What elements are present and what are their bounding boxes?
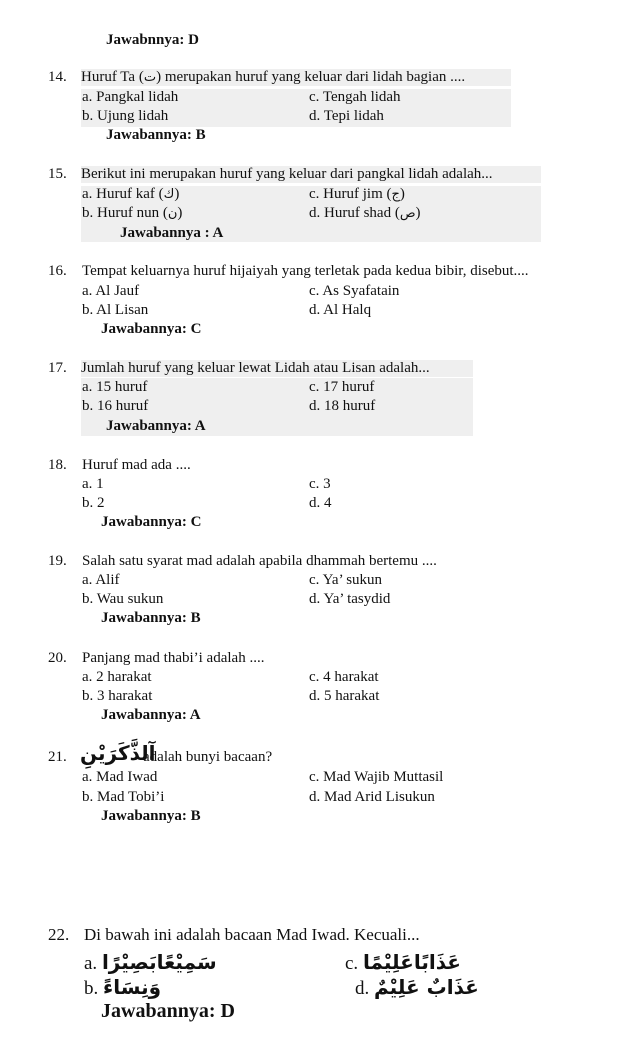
option-c: c. 4 harakat bbox=[309, 669, 379, 685]
question-text: Berikut ini merupakan huruf yang keluar dari pangkal lidah adalah... bbox=[81, 166, 541, 183]
option-b-label: b. bbox=[84, 978, 99, 999]
answer: Jawabannya: A bbox=[101, 707, 201, 723]
option-a: a. Pangkal lidah bbox=[82, 89, 179, 105]
option-d: d. 4 bbox=[309, 495, 332, 511]
option-a: a. Al Jauf bbox=[82, 283, 140, 299]
answer: Jawabannya: B bbox=[101, 610, 201, 626]
answer: Jawabannya : A bbox=[120, 225, 224, 241]
option-d: d. Mad Arid Lisukun bbox=[309, 789, 435, 805]
option-c: c. Huruf jim (ج) bbox=[309, 186, 405, 202]
question-number: 14. bbox=[48, 69, 67, 85]
option-c: c. Ya’ sukun bbox=[309, 572, 383, 588]
option-d: d. Huruf shad (ص) bbox=[309, 205, 421, 221]
answer-13: Jawabnnya: D bbox=[106, 32, 199, 48]
option-d-label: d. bbox=[355, 978, 370, 999]
option-a: a. 15 huruf bbox=[82, 379, 148, 395]
option-d bbox=[355, 975, 479, 1000]
question-text: Salah satu syarat mad adalah apabila dhammah bertemu .... bbox=[82, 553, 437, 569]
question-number: 16. bbox=[48, 263, 67, 279]
option-b: b. 16 huruf bbox=[82, 398, 149, 414]
option-a: a. 1 bbox=[82, 476, 104, 492]
question-number: 21. bbox=[48, 749, 67, 765]
option-d: d. 5 harakat bbox=[309, 688, 380, 704]
option-a: a. Alif bbox=[82, 572, 120, 588]
option-a bbox=[84, 950, 217, 975]
option-d: d. Tepi lidah bbox=[309, 108, 384, 124]
option-b: b. Al Lisan bbox=[82, 302, 149, 318]
option-c-arabic: عَذَابًاعَلِيْمًا bbox=[362, 950, 461, 974]
option-b: b. 2 bbox=[82, 495, 105, 511]
answer: Jawabannya: A bbox=[106, 418, 206, 434]
option-c: c. 17 huruf bbox=[309, 379, 375, 395]
option-c: c. Tengah lidah bbox=[309, 89, 401, 105]
option-d: d. Al Halq bbox=[309, 302, 372, 318]
arabic-word: آلذَّكَرَيْنِ bbox=[80, 741, 156, 765]
answer: Jawabannya: C bbox=[101, 514, 202, 530]
question-number: 22. bbox=[48, 925, 70, 944]
question-number: 20. bbox=[48, 650, 67, 666]
question-text: Di bawah ini adalah bacaan Mad Iwad. Kecuali... bbox=[84, 925, 420, 944]
question-number: 19. bbox=[48, 553, 67, 569]
option-d: d. Ya’ tasydid bbox=[309, 591, 391, 607]
option-c: c. Mad Wajib Muttasil bbox=[309, 769, 444, 785]
question-text: adalah bunyi bacaan? bbox=[143, 749, 273, 765]
option-a: a. Mad Iwad bbox=[82, 769, 158, 785]
question-text: Huruf mad ada .... bbox=[82, 457, 191, 473]
answer: Jawabannya: B bbox=[101, 808, 201, 824]
option-b: b. Ujung lidah bbox=[82, 108, 169, 124]
option-c: c. 3 bbox=[309, 476, 331, 492]
option-b: b. Huruf nun (ن) bbox=[82, 205, 183, 221]
option-c bbox=[345, 950, 461, 975]
option-b: b. 3 harakat bbox=[82, 688, 153, 704]
question-text: Jumlah huruf yang keluar lewat Lidah atau Lisan adalah... bbox=[81, 360, 473, 377]
question-text: Tempat keluarnya huruf hijaiyah yang terletak pada kedua bibir, disebut.... bbox=[82, 263, 529, 279]
question-text: Huruf Ta (ت) merupakan huruf yang keluar dari lidah bagian .... bbox=[81, 69, 511, 86]
option-a-arabic: سَمِيْعًابَصِيْرًا bbox=[101, 950, 217, 974]
option-c-label: c. bbox=[345, 953, 359, 974]
answer: Jawabannya: B bbox=[106, 127, 206, 143]
option-a-label: a. bbox=[84, 953, 98, 974]
answer: Jawabannya: C bbox=[101, 321, 202, 337]
option-b-arabic: وَنِسَاءً bbox=[103, 975, 162, 999]
option-d-arabic: عَذَابٌ عَلِيْمٌ bbox=[374, 975, 479, 999]
option-a: a. 2 harakat bbox=[82, 669, 152, 685]
option-c: c. As Syafatain bbox=[309, 283, 400, 299]
question-number: 17. bbox=[48, 360, 67, 376]
option-b: b. Mad Tobi’i bbox=[82, 789, 165, 805]
question-text: Panjang mad thabi’i adalah .... bbox=[82, 650, 265, 666]
option-b: b. Wau sukun bbox=[82, 591, 164, 607]
option-a: a. Huruf kaf (ك) bbox=[82, 186, 180, 202]
question-number: 18. bbox=[48, 457, 67, 473]
question-number: 15. bbox=[48, 166, 67, 182]
option-b bbox=[84, 975, 161, 1000]
answer: Jawabannya: D bbox=[101, 1000, 235, 1022]
option-d: d. 18 huruf bbox=[309, 398, 376, 414]
